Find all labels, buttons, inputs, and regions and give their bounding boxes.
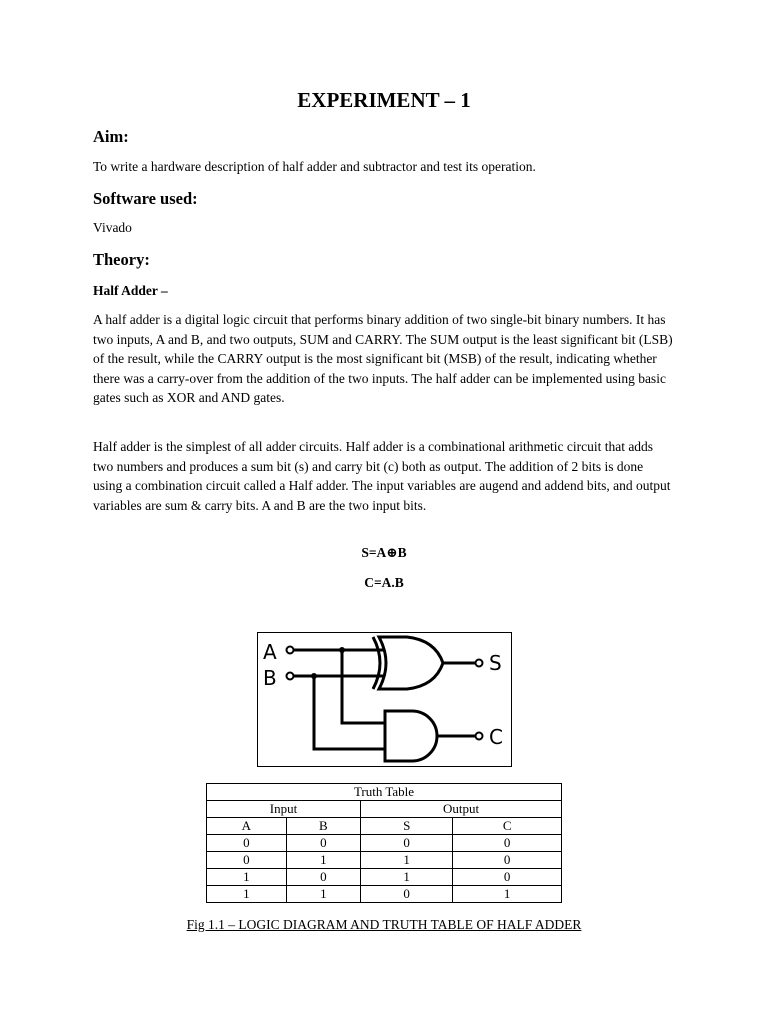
truth-table (206, 783, 562, 903)
table-cell: 0 (286, 869, 360, 886)
aim-heading: Aim: (93, 127, 129, 146)
table-cell: 1 (361, 852, 453, 869)
terminal-s (476, 660, 483, 667)
table-cell: 0 (453, 835, 562, 852)
table-cell: 0 (207, 835, 287, 852)
column-header-a: A (207, 818, 287, 835)
theory-heading: Theory: (93, 250, 150, 269)
terminal-b (287, 673, 294, 680)
column-header-b: B (286, 818, 360, 835)
page-title: EXPERIMENT – 1 (297, 88, 471, 112)
diagram-label-c: C (489, 725, 503, 749)
table-cell: 1 (361, 869, 453, 886)
table-cell: 1 (286, 852, 360, 869)
table-row (207, 886, 562, 903)
table-cell: 0 (361, 886, 453, 903)
table-cell: 0 (453, 852, 562, 869)
sum-formula: S=A⊕B (361, 545, 407, 560)
table-cell: 1 (207, 869, 287, 886)
table-cell: 0 (361, 835, 453, 852)
theory-paragraph-2: Half adder is the simplest of all adder circuits. Half adder is a combinational arithmetic circuit that adds two numbers and produces a sum bit (s) and carry bit (c) both as output. The addition of 2 bits is done using a combination circuit called a Half adder. The input variables are augend and addend bits, and output variables are sum & carry bits. A and B are the two input bits. (93, 439, 671, 513)
truth-table-title: Truth Table (207, 784, 562, 801)
table-row (207, 852, 562, 869)
table-cell: 0 (453, 869, 562, 886)
table-row (207, 869, 562, 886)
column-header-c: C (453, 818, 562, 835)
software-heading: Software used: (93, 189, 198, 208)
table-cell: 1 (286, 886, 360, 903)
diagram-label-a: A (263, 640, 277, 664)
junction-a (339, 647, 345, 653)
terminal-c (476, 733, 483, 740)
theory-paragraph-1: A half adder is a digital logic circuit that performs binary addition of two single-bit binary numbers. It has two inputs, A and B, and two outputs, SUM and CARRY. The SUM output is the least significant bit (LSB) of the result, while the CARRY output is the most significant bit (MSB) of the result, indicating whether there was a carry-over from the addition of the two inputs. The half adder can be implemented using basic gates such as XOR and AND gates. (93, 312, 673, 405)
diagram-label-b: B (263, 666, 277, 690)
column-header-s: S (361, 818, 453, 835)
software-text: Vivado (93, 220, 132, 235)
diagram-label-s: S (489, 651, 502, 675)
table-cell: 0 (286, 835, 360, 852)
input-group-header: Input (207, 801, 361, 818)
aim-text: To write a hardware description of half adder and subtractor and test its operation. (93, 159, 536, 174)
carry-formula: C=A.B (364, 575, 404, 590)
table-row (207, 835, 562, 852)
half-adder-logic-diagram (257, 632, 512, 767)
table-cell: 1 (207, 886, 287, 903)
half-adder-subheading: Half Adder – (93, 283, 168, 298)
terminal-a (287, 647, 294, 654)
figure-caption: Fig 1.1 – LOGIC DIAGRAM AND TRUTH TABLE OF HALF ADDER (186, 917, 582, 932)
table-cell: 0 (207, 852, 287, 869)
output-group-header: Output (361, 801, 562, 818)
junction-b (311, 673, 317, 679)
table-cell: 1 (453, 886, 562, 903)
